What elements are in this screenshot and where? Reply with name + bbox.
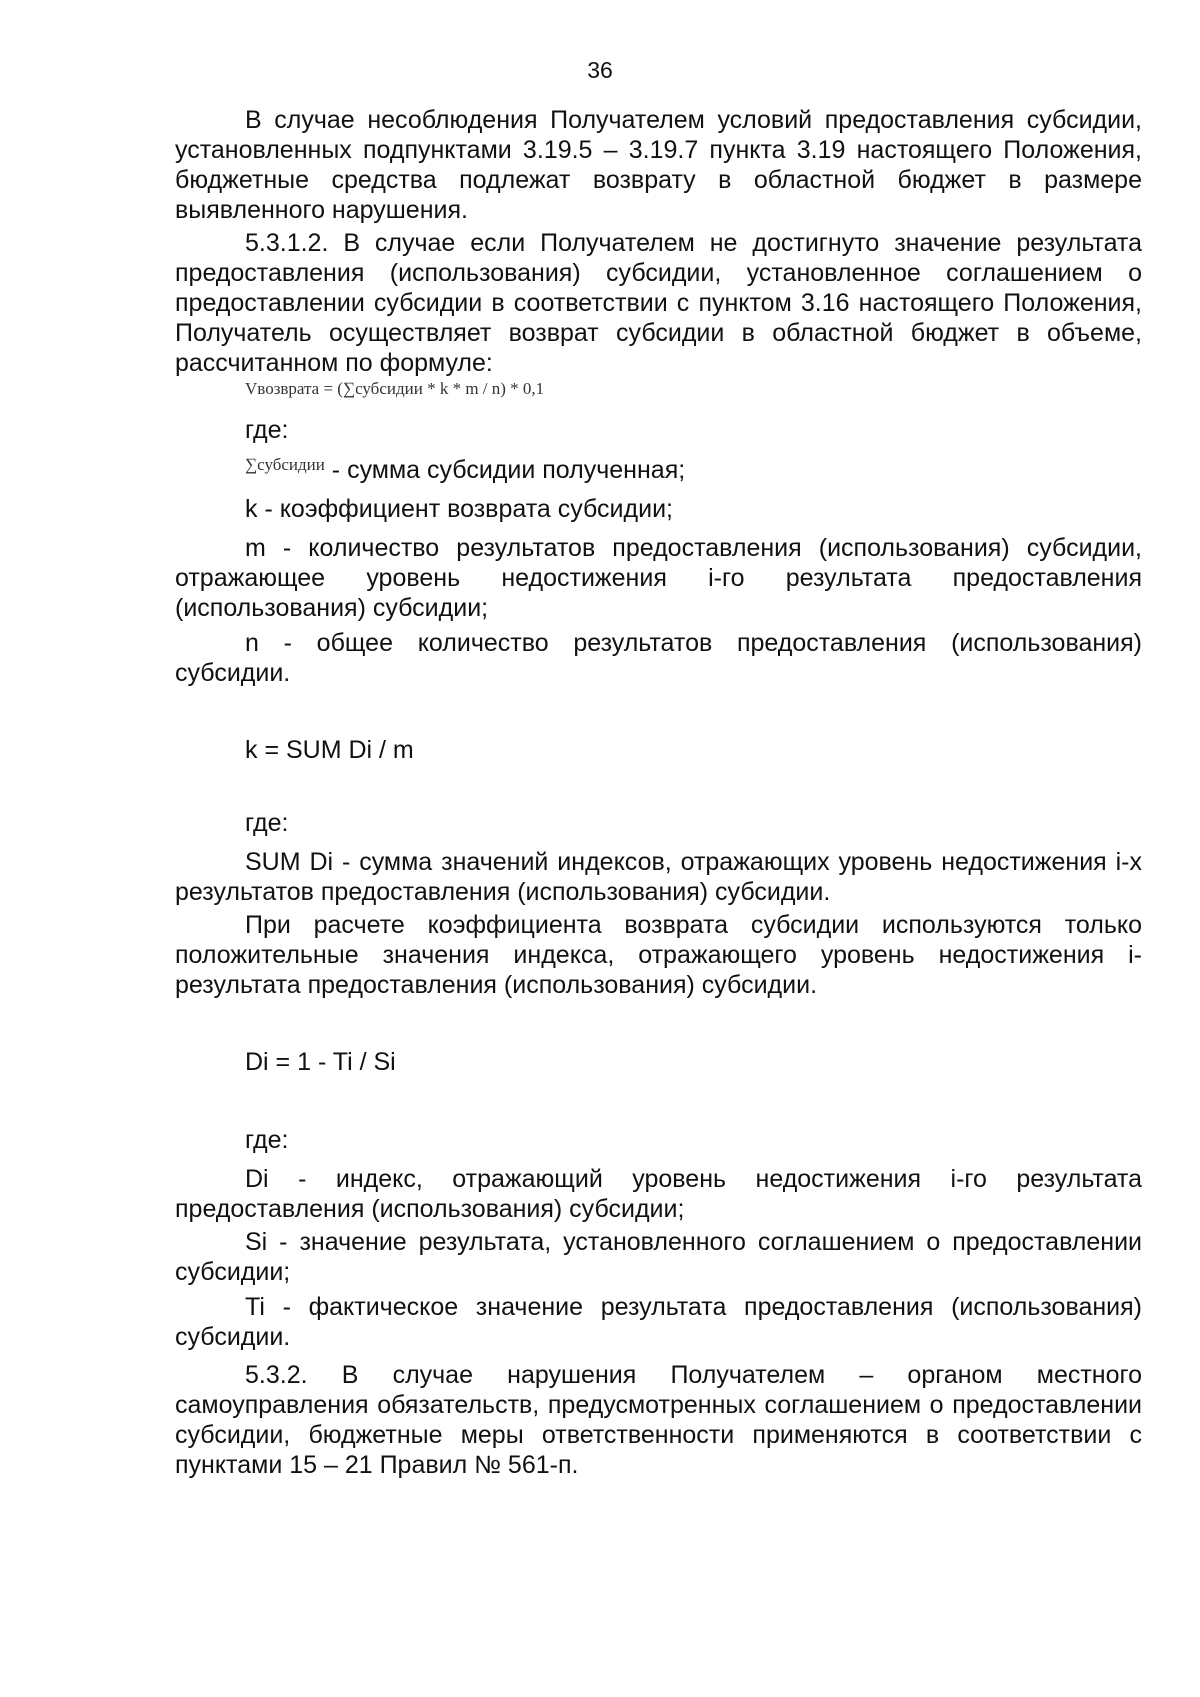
sum-di-definition: [175, 847, 1142, 907]
paragraph-text: 5.3.2. В случае нарушения Получателем – органом местного самоуправления обязательств, предусмотренных соглашением о предоставлении субсидии, бюджетные меры ответственности применяются в соответствии с пунктами 15 – 21 Правил № 561-п.: [175, 1361, 1142, 1479]
paragraph-text: В случае несоблюдения Получателем условий предоставления субсидии, установленных подпунктами 3.19.5 – 3.19.7 пункта 3.19 настоящего Положения, бюджетные средства подлежат возврату в областной бюджет в размере выявленного нарушения.: [175, 106, 1142, 224]
paragraph-text: SUM Di - сумма значений индексов, отражающих уровень недостижения i-х результатов предоставления (использования) субсидии.: [175, 848, 1142, 906]
paragraph-text: Ti - фактическое значение результата предоставления (использования) субсидии.: [175, 1293, 1142, 1351]
paragraph-text: Di - индекс, отражающий уровень недостижения i-го результата предоставления (использования) субсидии;: [175, 1165, 1142, 1223]
formula-k: k = SUM Di / m: [245, 736, 414, 764]
di-definition: [175, 1164, 1142, 1224]
page-number: 36: [587, 57, 613, 83]
sum-definition: [245, 455, 685, 488]
where-label: где:: [245, 416, 289, 444]
paragraph-5-3-2: [175, 1360, 1142, 1480]
paragraph-noncompliance: [175, 105, 1142, 225]
k-definition: k - коэффициент возврата субсидии;: [245, 495, 673, 523]
paragraph-text: При расчете коэффициента возврата субсидии используются только положительные значения индекса, отражающего уровень недостижения i-результата предоставления (использования) субсидии.: [175, 911, 1142, 999]
paragraph-text: n - общее количество результатов предоставления (использования) субсидии.: [175, 629, 1142, 687]
paragraph-5-3-1-2: [175, 228, 1142, 378]
where-label: где:: [245, 809, 289, 837]
m-definition: [175, 533, 1142, 623]
sum-description: - сумма субсидии полученная;: [324, 456, 686, 484]
ti-definition: [175, 1292, 1142, 1352]
formula-return-volume: Vвозврата = (∑субсидии * k * m / n) * 0,1: [245, 379, 545, 398]
sum-symbol: ∑субсидии: [245, 455, 325, 474]
paragraph-text: Si - значение результата, установленного соглашением о предоставлении субсидии;: [175, 1228, 1142, 1286]
where-label: где:: [245, 1126, 289, 1154]
formula-di: Di = 1 - Ti / Si: [245, 1048, 396, 1076]
calculation-note: [175, 910, 1142, 1000]
paragraph-text: m - количество результатов предоставления (использования) субсидии, отражающее уровень недостижения i-го результата предоставления (использования) субсидии;: [175, 534, 1142, 622]
n-definition: [175, 628, 1142, 688]
paragraph-text: 5.3.1.2. В случае если Получателем не достигнуто значение результата предоставления (использования) субсидии, установленное соглашением о предоставлении субсидии в соответствии с пунктом 3.16 настоящего Положения, Получатель осуществляет возврат субсидии в областной бюджет в объеме, рассчитанном по формуле:: [175, 229, 1142, 377]
si-definition: [175, 1227, 1142, 1287]
